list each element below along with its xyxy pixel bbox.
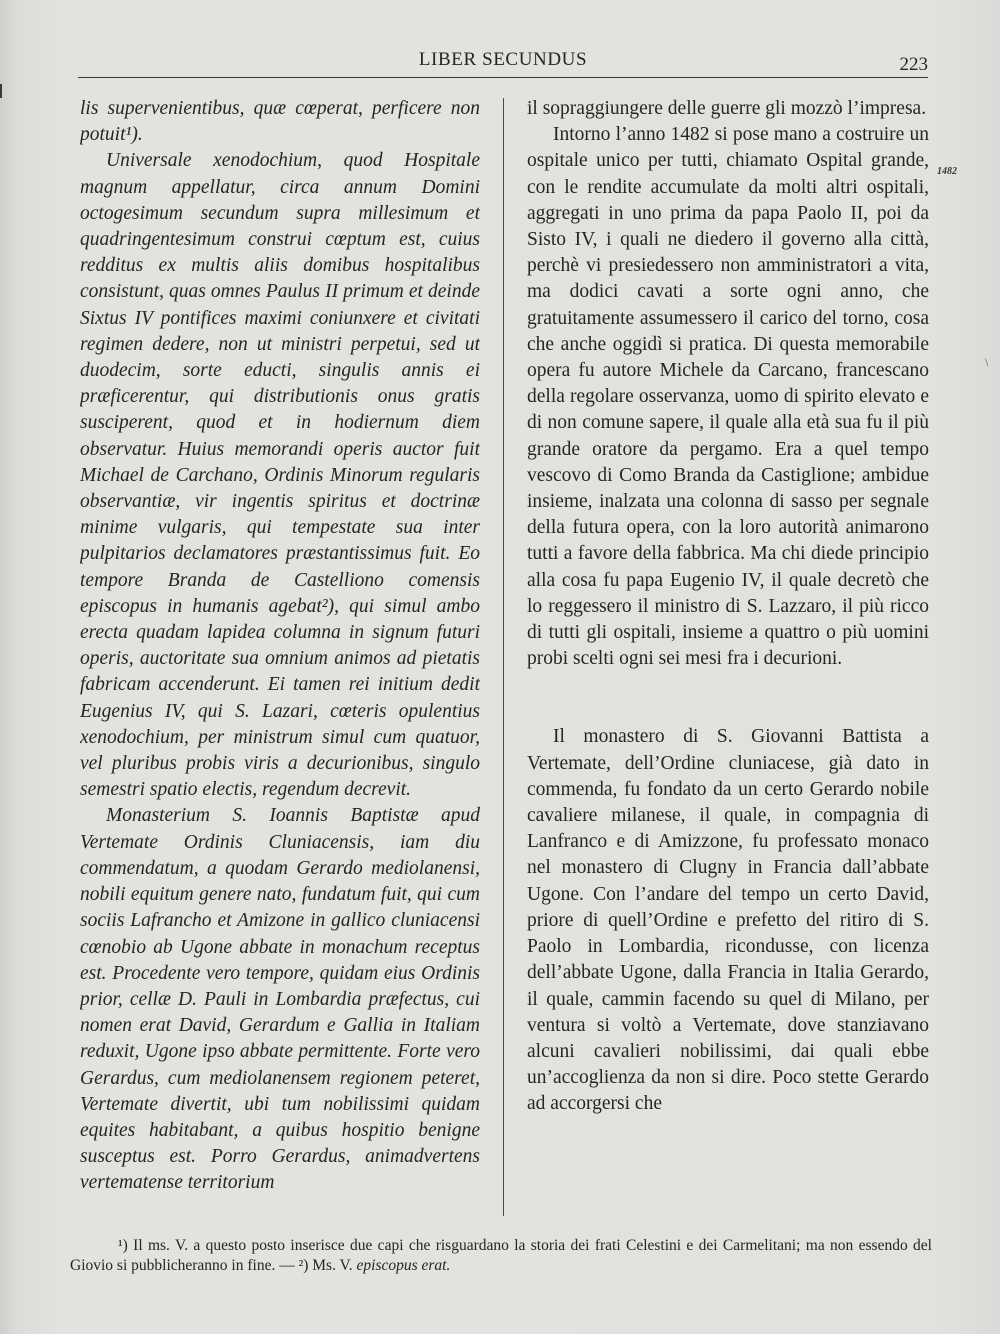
footnote-1: ¹) Il ms. V. a questo posto inserisce due capi che risguardano la storia dei frati Celestini e dei Carmelitani; ma non essendo del Giovio si pubblicheranno in fine. — ²) Ms. V. (70, 1237, 932, 1274)
footnote-text (70, 1236, 932, 1276)
page-header (78, 47, 928, 77)
margin-mark: \ (985, 355, 989, 369)
latin-paragraph-2: Universale xenodochium, quod Hospitale magnum appellatur, circa annum Domini octogesimum secundum supra millesimum et quadringentesimum construi cœptum est, cuius redditus ex multis aliis domibus hospitalibus consistunt, quas omnes Paulus II primum et deinde Sixtus IV pontifices maximi coniunxere et civitati regimen dedere, non ut ministri perpetui, sed ut duodecim, sorte educti, singulis annis ei præficerentur, qui distributionis onus gratis susciperent, quod et in hodiernum diem observatur. Huius memorandi operis auctor fuit Michael de Carchano, Ordinis Minorum regularis observantiæ, vir ingentis spiritus et doctrinæ minime vulgaris, qui tempestate sua inter pulpitarios declamatores præstantissimus fuit. Eo tempore Branda de Castelliono comensis episcopus in humanis agebat²), qui simul ambo erecta quadam lapidea columna in signum futuri operis, auctoritate sua omnium animos ad pietatis fabricam accenderunt. Ei tamen rei initium dedit Eugenius IV, qui S. Lazari, cœteris opulentius xenodochium, per ministrum simul cum quatuor, vel pluribus probis viris a decurionibus, singulo semestri spatio electis, regendum decrevit. (80, 150, 480, 801)
latin-paragraph-3: Monasterium S. Ioannis Baptistæ apud Vertemate Ordinis Cluniacensis, iam diu commendatum, a quodam Gerardo mediolanensi, nobili equitum genere nato, fundatum fuit, qui cum sociis Lafrancho et Amizone in gallico cluniacensi cœnobio ab Ugone abbate in monachum receptus est. Procedente vero tempore, quidam eius Ordinis prior, cellæ D. Pauli in Lombardia præfectus, cui nomen erat David, Gerardum e Gallia in Italiam reduxit, Ugone ipso abbate permittente. Forte vero Gerardus, cum mediolanensem regionem peteret, Vertemate divertit, ubi tum nobilissimi quidam equites habitabant, a quibus hospitio benigne susceptus est. Porro Gerardus, animadvertens vertematense territorium (80, 805, 480, 1194)
paragraph-gap (527, 672, 929, 724)
footnotes (70, 1236, 932, 1276)
column-divider (503, 98, 504, 1216)
latin-paragraph-1: lis supervenientibus, quæ cœperat, perficere non potuit¹). (80, 98, 480, 146)
latin-column (80, 96, 480, 1206)
footnote-2-italic: episcopus erat. (356, 1257, 451, 1274)
header-rule (78, 77, 928, 78)
page-number: 223 (899, 54, 928, 75)
italian-paragraph-3: Il monastero di S. Giovanni Battista a Vertemate, dell’Ordine cluniacese, già dato in commenda, fu fondato da un certo Gerardo nobile cavaliere milanese, il quale, in compagnia di Lanfranco e di Amizzone, fu professato monaco nel monastero di Clugny in Francia dall’abbate Ugone. Con l’andare del tempo un certo David, priore di quell’Ordine e prefetto del ritiro di S. Paolo in Lombardia, ricondusse, con licenza dell’abbate Ugone, dalla Francia in Italia Gerardo, il quale, cammin facendo su quel di Milano, per ventura si voltò a Vertemate, dove stanziavano alcuni cavalieri nobilissimi, dai quali ebbe un’accoglienza da non si dire. Poco stette Gerardo ad accorgersi che (527, 726, 929, 1115)
margin-tick (0, 84, 2, 98)
italian-paragraph-1: il sopraggiungere delle guerre gli mozzò l’impresa. (527, 98, 927, 119)
margin-year-note: 1482 (937, 166, 957, 177)
running-title: LIBER SECUNDUS (418, 49, 588, 70)
italian-column (527, 96, 929, 1206)
italian-paragraph-2: Intorno l’anno 1482 si pose mano a costruire un ospitale unico per tutti, chiamato Ospital grande, con le rendite accumulate da molti altri ospitali, aggregati in uno prima da papa Paolo II, poi da Sisto IV, i quali ne diedero il governo alla città, perchè vi presiedessero non amministratori a vita, ma dodici cavati a sorte ogni anno, che gratuitamente assumessero il carico del torno, cosa che anche oggidì si pratica. Di questa memorabile opera fu autore Michele da Carcano, francescano della regolare osservanza, uomo di spirito elevato e di non comune sapere, il quale alla età sua fu il più grande oratore da pergamo. Era a quel tempo vescovo di Como Branda da Castiglione; ambidue insieme, inalzata una colonna di sasso per segnale della futura opera, con la loro autorità animarono tutti a favore della fabbrica. Ma chi diede principio alla cosa fu papa Eugenio IV, il quale decretò che lo reggessero il ministro di S. Lazzaro, il più ricco di tutti gli ospitali, insieme a quattro o più uomini probi scelti ogni sei mesi fra i decurioni. (527, 124, 929, 670)
